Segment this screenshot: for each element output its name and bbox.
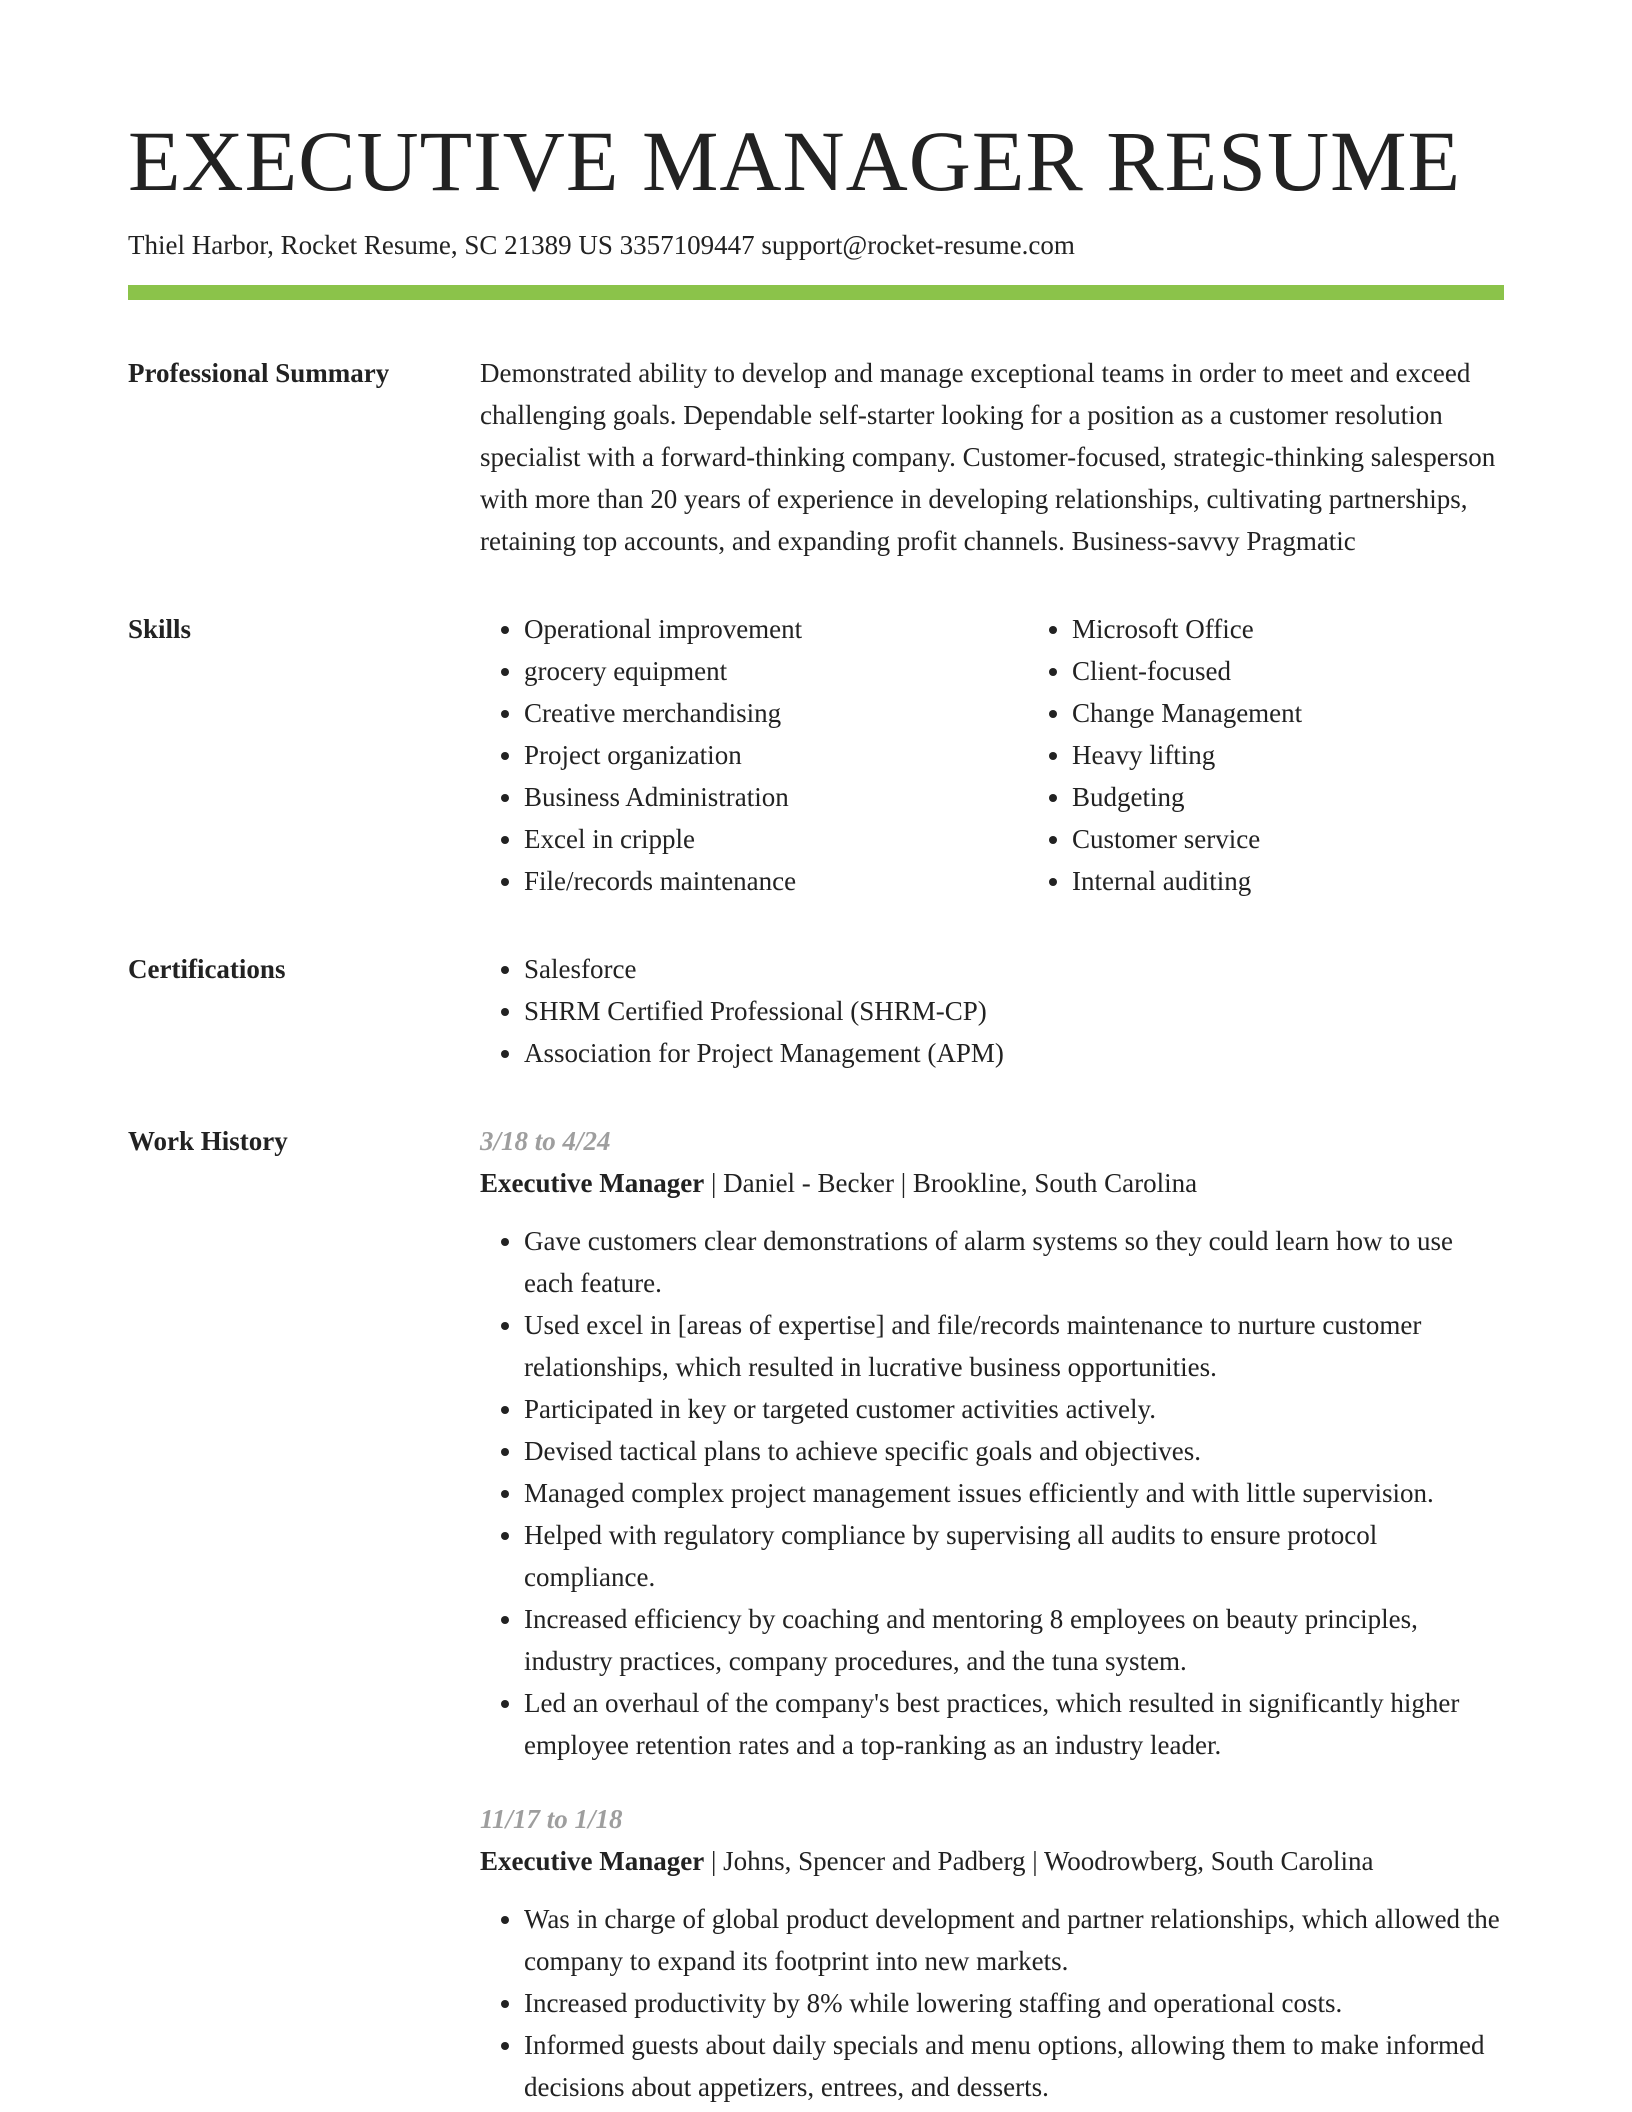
accent-divider xyxy=(128,285,1504,300)
job-bullet: • Used excel in [areas of expertise] and file/records maintenance to nurture customer relationships, which resulted in lucrative business opportunities. xyxy=(524,1304,1504,1388)
skill-item: • Customer service xyxy=(1072,818,1576,860)
skills-section xyxy=(128,608,1504,902)
job-bullets xyxy=(480,1220,1504,1766)
work-history-label: Work History xyxy=(128,1126,288,1157)
skill-item: • Creative merchandising xyxy=(524,692,1028,734)
certifications-content xyxy=(480,948,1504,1074)
job-dates: 3/18 to 4/24 xyxy=(480,1126,611,1157)
job-bullet: • Led an overhaul of the company's best practices, which resulted in significantly higher employee retention rates and a top-ranking as an industry leader. xyxy=(524,1682,1504,1766)
certifications-section xyxy=(128,948,1504,1074)
skill-item: • File/records maintenance xyxy=(524,860,1028,902)
skill-item: • Internal auditing xyxy=(1072,860,1576,902)
job-entry xyxy=(480,1120,1504,1766)
summary-section xyxy=(128,352,1504,562)
job-title: Executive Manager xyxy=(480,1168,705,1199)
certification-item: • Salesforce xyxy=(524,948,1504,990)
certifications-label: Certifications xyxy=(128,954,286,985)
job-bullet: • Increased efficiency by coaching and mentoring 8 employees on beauty principles, industry practices, company procedures, and the tuna system. xyxy=(524,1598,1504,1682)
job-bullet: • Managed complex project management issues efficiently and with little supervision. xyxy=(524,1472,1504,1514)
skills-list-right xyxy=(1028,608,1576,902)
skill-item: • grocery equipment xyxy=(524,650,1028,692)
job-title: Executive Manager xyxy=(480,1846,705,1877)
job-bullet: • Gave customers clear demonstrations of alarm systems so they could learn how to use each feature. xyxy=(524,1220,1504,1304)
job-heading xyxy=(480,1840,1504,1882)
work-history-section xyxy=(128,1120,1504,2108)
job-details: | Daniel - Becker | Brookline, South Carolina xyxy=(704,1168,1198,1199)
job-bullet: • Devised tactical plans to achieve specific goals and objectives. xyxy=(524,1430,1504,1472)
work-history-content xyxy=(480,1120,1504,2108)
skill-item: • Client-focused xyxy=(1072,650,1576,692)
skill-item: • Heavy lifting xyxy=(1072,734,1576,776)
page-title: EXECUTIVE MANAGER RESUME xyxy=(128,113,1462,209)
certification-item: • Association for Project Management (APM) xyxy=(524,1032,1504,1074)
skills-list-left xyxy=(480,608,1028,902)
skill-item: • Operational improvement xyxy=(524,608,1028,650)
certification-item: • SHRM Certified Professional (SHRM-CP) xyxy=(524,990,1504,1032)
skill-item: • Project organization xyxy=(524,734,1028,776)
job-entry xyxy=(480,1798,1504,2108)
job-bullet: • Helped with regulatory compliance by supervising all audits to ensure protocol compliance. xyxy=(524,1514,1504,1598)
summary-text: Demonstrated ability to develop and manage exceptional teams in order to meet and exceed challenging goals. Dependable self-starter looking for a position as a customer resolution specialist with a forward-thinking company. Customer-focused, strategic-thinking salesperson with more than 20 years of experience in developing relationships, cultivating partnerships, retaining top accounts, and expanding profit channels. Business-savvy Pragmatic xyxy=(480,358,1496,557)
job-bullet: • Was in charge of global product development and partner relationships, which allowed the company to expand its footprint into new markets. xyxy=(524,1898,1504,1982)
skill-item: • Change Management xyxy=(1072,692,1576,734)
skills-columns xyxy=(480,608,1576,902)
contact-line: Thiel Harbor, Rocket Resume, SC 21389 US 3357109447 support@rocket-resume.com xyxy=(128,230,1075,260)
job-bullet: • Participated in key or targeted customer activities actively. xyxy=(524,1388,1504,1430)
skill-item: • Business Administration xyxy=(524,776,1028,818)
summary-label: Professional Summary xyxy=(128,358,390,389)
skill-item: • Excel in cripple xyxy=(524,818,1028,860)
job-heading xyxy=(480,1162,1504,1204)
skill-item: • Budgeting xyxy=(1072,776,1576,818)
certifications-list xyxy=(480,948,1504,1074)
job-dates: 11/17 to 1/18 xyxy=(480,1804,623,1835)
job-bullet: • Increased productivity by 8% while lowering staffing and operational costs. xyxy=(524,1982,1504,2024)
job-bullets xyxy=(480,1898,1504,2108)
skills-label: Skills xyxy=(128,614,192,645)
job-bullet: • Informed guests about daily specials and menu options, allowing them to make informed decisions about appetizers, entrees, and desserts. xyxy=(524,2024,1504,2108)
job-details: | Johns, Spencer and Padberg | Woodrowberg, South Carolina xyxy=(704,1846,1374,1877)
skill-item: • Microsoft Office xyxy=(1072,608,1576,650)
